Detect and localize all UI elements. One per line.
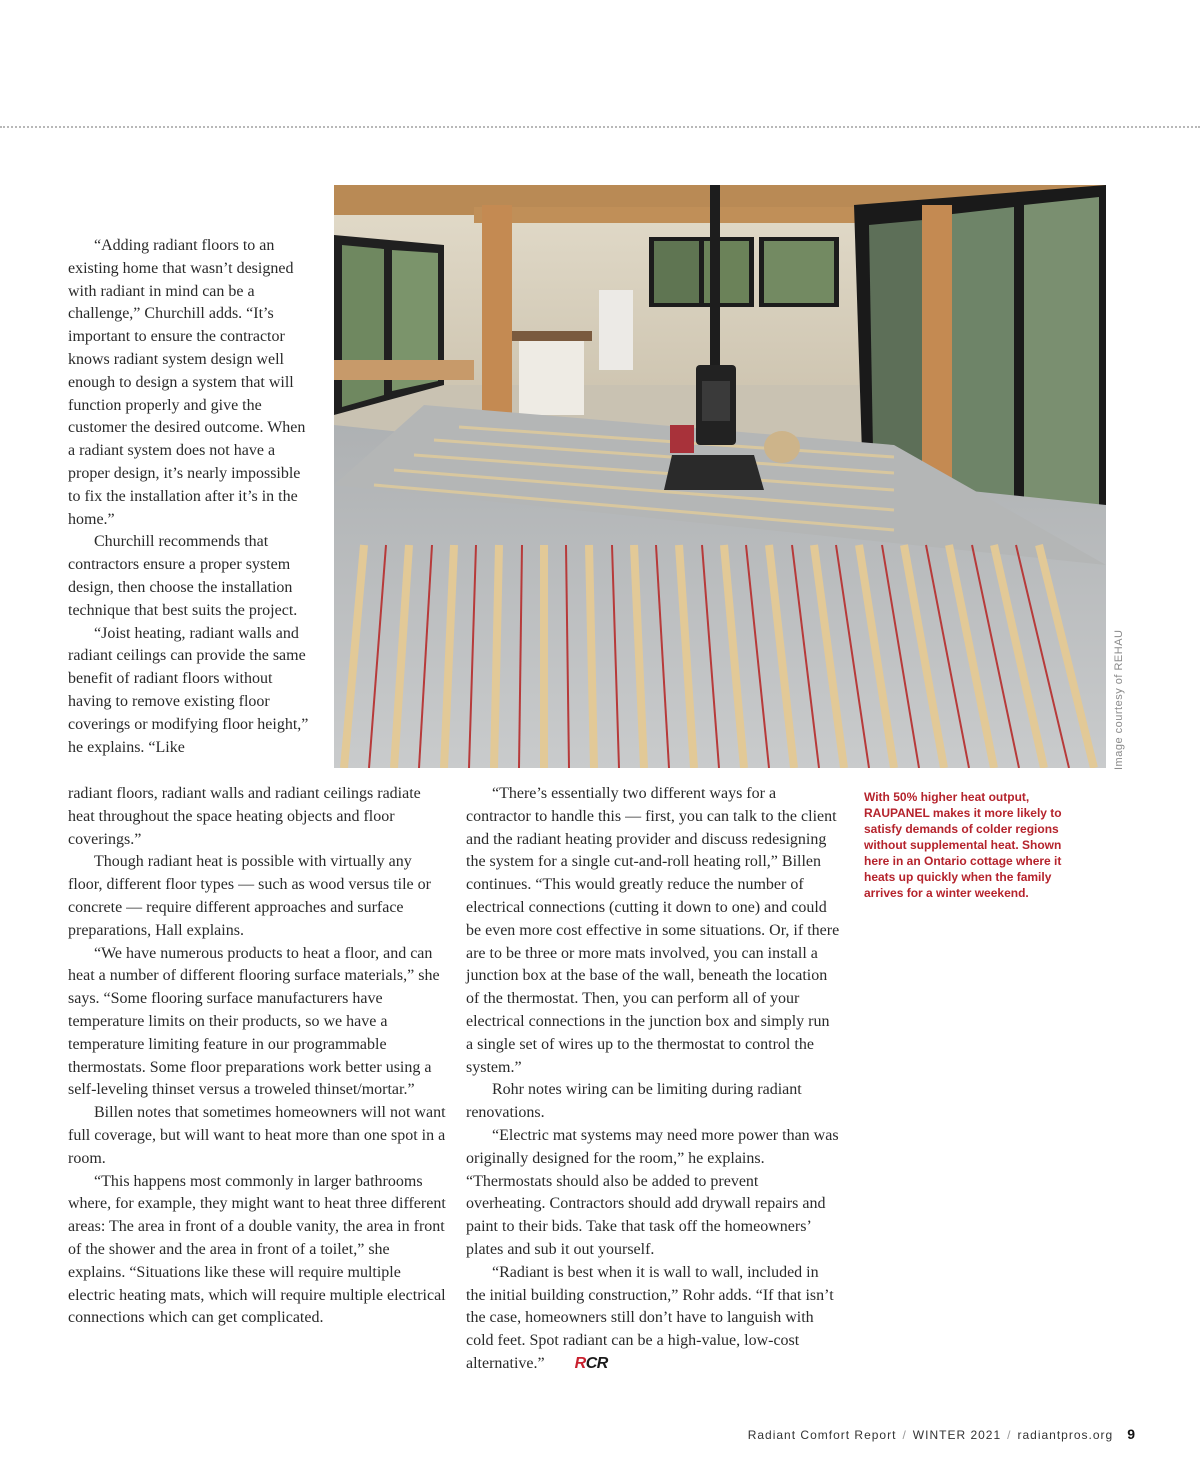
column-1-wide (68, 783, 446, 1330)
column-2 (466, 783, 840, 1376)
paragraph: radiant floors, radiant walls and radiant ceilings radiate heat throughout the space heating objects and floor coverings.” (68, 785, 421, 848)
paragraph: “Joist heating, radiant walls and radiant ceilings can provide the same benefit of radiant floors without having to remove existing floor coverings or modifying floor height,” he explains. “Like (68, 624, 309, 756)
paragraph-last (466, 1262, 840, 1376)
page-footer (600, 1426, 1135, 1442)
paragraph: Though radiant heat is possible with virtually any floor, different floor types — such as wood versus tile or concrete — require different approaches and surface preparations, Hall explains. (68, 853, 431, 939)
photo-illustration (334, 185, 1106, 768)
page-number: 9 (1127, 1426, 1135, 1442)
paragraph: Churchill recommends that contractors ensure a proper system design, then choose the installation technique that best suits the project. (68, 533, 298, 619)
rcr-logo-text: CR (585, 1354, 608, 1372)
paragraph: Rohr notes wiring can be limiting during radiant renovations. (466, 1081, 802, 1122)
rcr-end-logo (549, 1353, 608, 1376)
paragraph: Billen notes that sometimes homeowners will not want full coverage, but will want to heat more than one spot in a room. (68, 1104, 446, 1167)
image-credit: Image courtesy of REHAU (1113, 629, 1125, 770)
footer-publication: Radiant Comfort Report (747, 1428, 897, 1442)
paragraph-text: “Radiant is best when it is wall to wall, included in the initial building construction,” Rohr adds. “If that isn’t the case, homeowners still don’t have to languish with cold feet. Spot radiant can be a high-value, low-cost alternative.” (466, 1263, 834, 1372)
paragraph: “Electric mat systems may need more power than was originally designed for the room,” he explains. “Thermostats should also be added to prevent overheating. Contractors should add drywall repairs and paint to their bids. Take that task off the homeowners’ plates and sub it out yourself. (466, 1126, 839, 1258)
footer-separator: / (1007, 1428, 1012, 1442)
paragraph: “We have numerous products to heat a floor, and can heat a number of different flooring surface materials,” she says. “Some flooring surface manufacturers have temperature limits on their products, so we have a temperature limiting feature in our programmable thermostats. Some floor preparations work better using a self-leveling thinset versus a troweled thinset/mortar.” (68, 944, 440, 1099)
footer-separator: / (902, 1428, 907, 1442)
paragraph: “There’s essentially two different ways for a contractor to handle this — first, you can talk to the client and the radiant heating provider and discuss redesigning the system for a single cut-and-roll heating roll,” Billen continues. “This would greatly reduce the number of electrical connections (cutting it down to one) and could be even more cost effective in some situations. Or, if there are to be three or more mats involved, you can install a junction box at the base of the wall, beneath the location of the thermostat. Then, you can perform all of your electrical connections in the junction box and simply run a single set of wires up to the thermostat to control the system.” (466, 785, 840, 1076)
rcr-logo-mark: R (574, 1354, 586, 1372)
column-1-narrow (68, 235, 310, 759)
photo-caption: With 50% higher heat output, RAUPANEL makes it more likely to satisfy demands of colder regions without supplemental heat. Shown here in an Ontario cottage where it heats up quickly when the family arrives for a winter weekend. (864, 790, 1062, 900)
paragraph: “This happens most commonly in larger bathrooms where, for example, they might want to heat three different areas: The area in front of a double vanity, the area in front of the shower and the area in front of a toilet,” she explains. “Situations like these will require multiple electric heating mats, which will require multiple electrical connections which can get complicated. (68, 1172, 446, 1327)
top-dotted-rule (0, 126, 1200, 128)
footer-site: radiantpros.org (1017, 1428, 1114, 1442)
cottage-floor-photo (334, 185, 1106, 768)
paragraph: “Adding radiant floors to an existing home that wasn’t designed with radiant in mind can be a challenge,” Churchill adds. “It’s important to ensure the contractor knows radiant system design well enough to design a system that will function properly and give the customer the desired outcome. When a radiant system does not have a proper design, it’s nearly impossible to fix the installation after it’s in the home.” (68, 237, 306, 528)
footer-issue: WINTER 2021 (912, 1428, 1002, 1442)
